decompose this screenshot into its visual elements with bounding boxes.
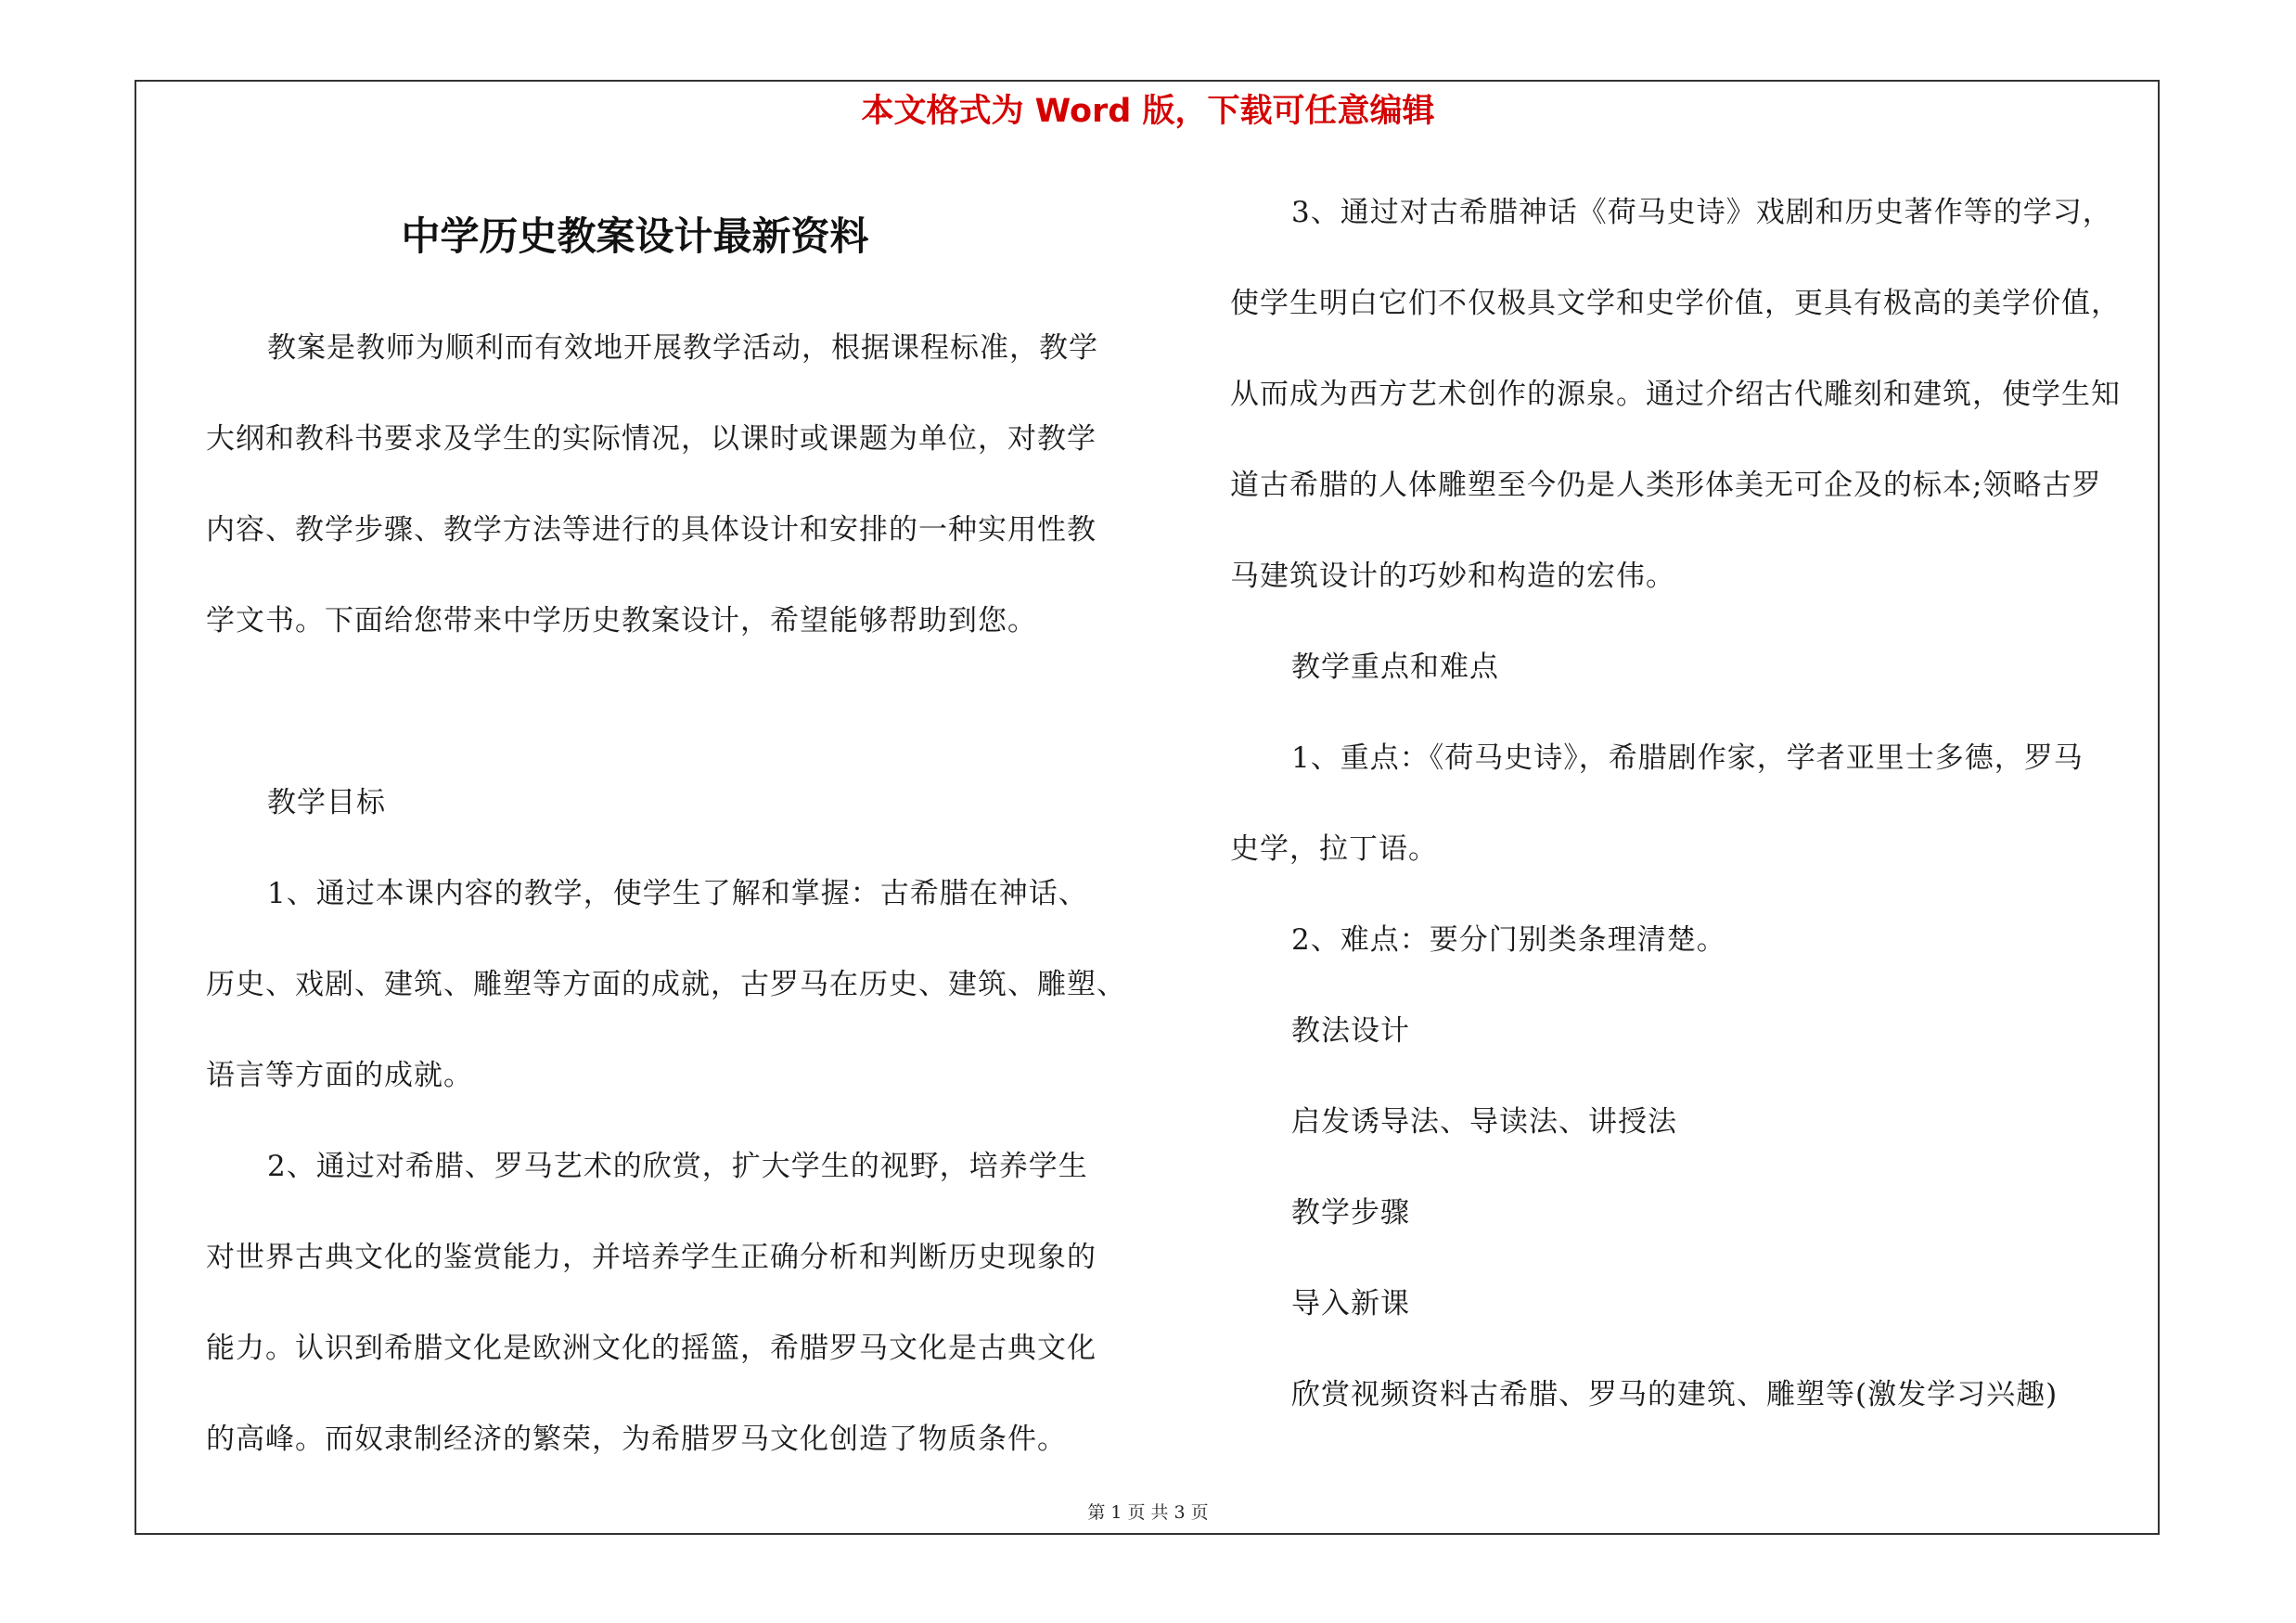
left-column <box>206 303 1135 1485</box>
page-number: 第 1 页 共 3 页 <box>1087 1502 1209 1523</box>
right-column <box>1230 167 2167 1440</box>
goal2-line: 的高峰。而奴隶制经济的繁荣，为希腊罗马文化创造了物质条件。 <box>206 1423 1067 1456</box>
key-point-line: 史学，拉丁语。 <box>1230 832 1438 866</box>
intro-activity-line: 欣赏视频资料古希腊、罗马的建筑、雕塑等(激发学习兴趣) <box>1291 1378 2059 1411</box>
goal2-line: 对世界古典文化的鉴赏能力，并培养学生正确分析和判断历史现象的 <box>206 1241 1097 1274</box>
steps-heading: 教学步骤 <box>1291 1196 1410 1230</box>
key-points-heading: 教学重点和难点 <box>1291 650 1499 684</box>
goal3-line: 道古希腊的人体雕塑至今仍是人类形体美无可企及的标本;领略古罗 <box>1230 469 2102 502</box>
blank-line <box>206 666 1135 757</box>
difficulty-line: 2、难点：要分门别类条理清楚。 <box>1291 923 1726 957</box>
intro-line: 教案是教师为顺利而有效地开展教学活动，根据课程标准，教学 <box>267 331 1098 365</box>
methods-line: 启发诱导法、导读法、讲授法 <box>1291 1105 1677 1139</box>
method-heading: 教法设计 <box>1291 1014 1410 1048</box>
goal3-line: 使学生明白它们不仅极具文学和史学价值，更具有极高的美学价值， <box>1230 287 2121 320</box>
goal1-line: 语言等方面的成就。 <box>206 1059 473 1092</box>
goal3-line: 从而成为西方艺术创作的源泉。通过介绍古代雕刻和建筑，使学生知 <box>1230 378 2121 411</box>
intro-line: 学文书。下面给您带来中学历史教案设计，希望能够帮助到您。 <box>206 604 1037 638</box>
goal3-line: 马建筑设计的巧妙和构造的宏伟。 <box>1230 560 1675 593</box>
goal2-line: 能力。认识到希腊文化是欧洲文化的摇篮，希腊罗马文化是古典文化 <box>206 1332 1097 1365</box>
goal2-line: 2、通过对希腊、罗马艺术的欣赏，扩大学生的视野，培养学生 <box>267 1150 1088 1183</box>
intro-heading: 导入新课 <box>1291 1287 1410 1320</box>
format-banner: 本文格式为 Word 版，下载可任意编辑 <box>861 93 1435 130</box>
key-point-line: 1、重点：《荷马史诗》，希腊剧作家，学者亚里士多德，罗马 <box>1291 741 2084 775</box>
goal1-line: 历史、戏剧、建筑、雕塑等方面的成就，古罗马在历史、建筑、雕塑、 <box>206 968 1126 1001</box>
goals-heading: 教学目标 <box>267 786 386 819</box>
intro-line: 大纲和教科书要求及学生的实际情况，以课时或课题为单位，对教学 <box>206 422 1097 456</box>
goal1-line: 1、通过本课内容的教学，使学生了解和掌握：古希腊在神话、 <box>267 877 1088 910</box>
document-title: 中学历史教案设计最新资料 <box>401 213 869 259</box>
goal3-line: 3、通过对古希腊神话《荷马史诗》戏剧和历史著作等的学习， <box>1291 196 2112 229</box>
intro-line: 内容、教学步骤、教学方法等进行的具体设计和安排的一种实用性教 <box>206 513 1097 547</box>
